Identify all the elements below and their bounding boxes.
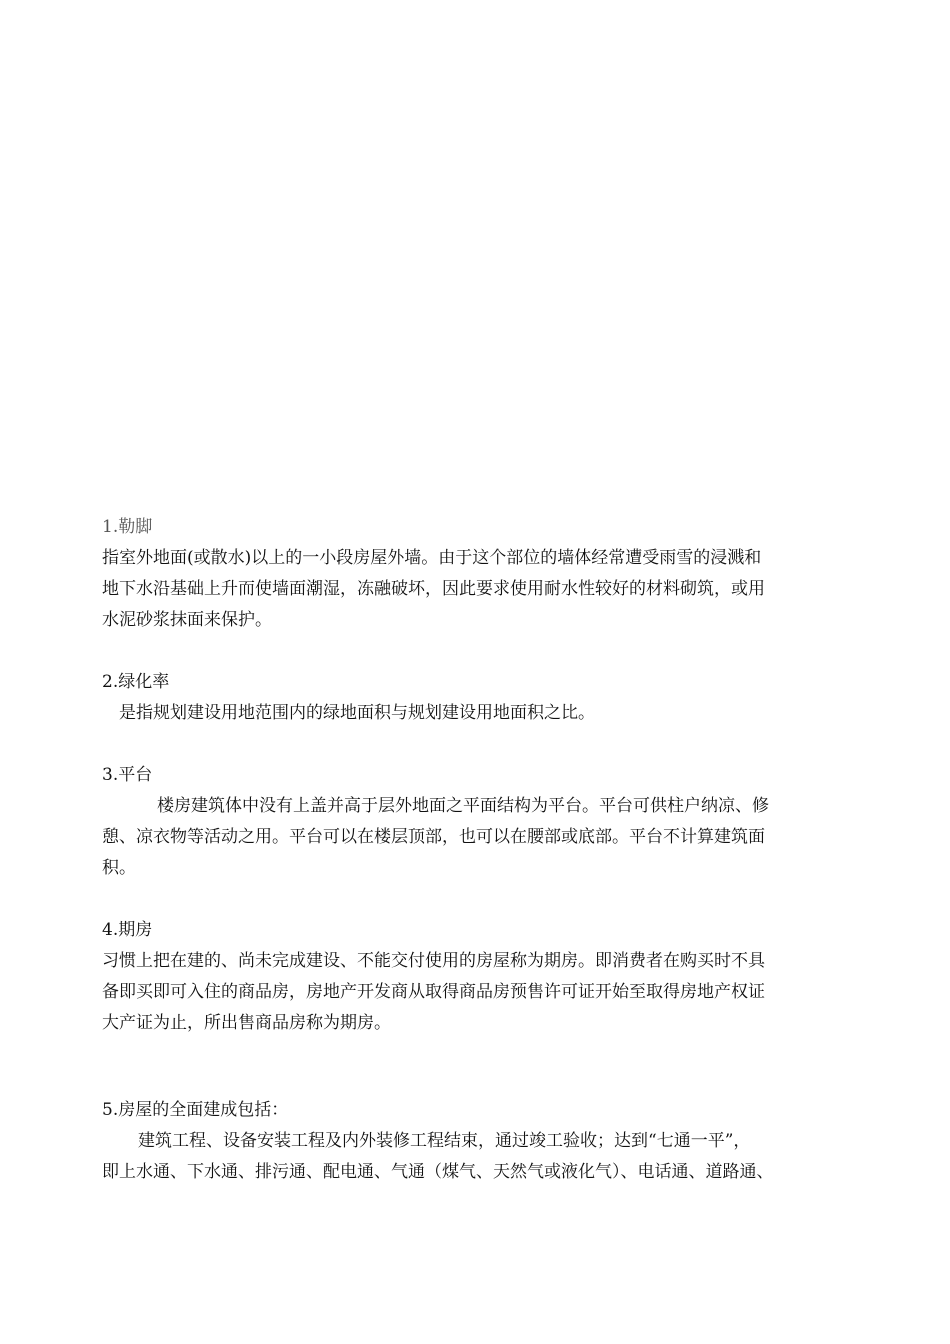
paragraph-gap	[102, 884, 850, 915]
paragraph-gap	[102, 729, 850, 760]
section-text-line: 水泥砂浆抹面来保护。	[102, 610, 272, 630]
section-text-line: 地下水沿基础上升而使墙面潮湿，冻融破坏，因此要求使用耐水性较好的材料砌筑，或用	[102, 579, 765, 599]
section-text-line: 憩、凉衣物等活动之用。平台可以在楼层顶部，也可以在腰部或底部。平台不计算建筑面	[102, 827, 765, 847]
section-text-line: 是指规划建设用地范围内的绿地面积与规划建设用地面积之比。	[119, 703, 595, 723]
section-heading-greening-rate: 2.绿化率	[102, 672, 170, 692]
section-text-line: 即上水通、下水通、排污通、配电通、气通（煤气、天然气或液化气）、电话通、道路通、	[102, 1162, 774, 1182]
section-text-line: 大产证为止，所出售商品房称为期房。	[102, 1013, 391, 1033]
section-heading-forward-housing: 4.期房	[102, 920, 153, 940]
section-text-line: 建筑工程、设备安装工程及内外装修工程结束，通过竣工验收；达到“七通一平”，	[138, 1131, 751, 1151]
section-heading-plinth: 1.勒脚	[102, 517, 153, 537]
paragraph-gap	[102, 1039, 850, 1095]
paragraph-gap	[102, 636, 850, 667]
document-body	[102, 512, 850, 1188]
section-heading-building-completion: 5.房屋的全面建成包括：	[102, 1100, 289, 1120]
section-text-line: 积。	[102, 858, 136, 878]
section-text-line: 习惯上把在建的、尚未完成建设、不能交付使用的房屋称为期房。即消费者在购买时不具	[102, 951, 765, 971]
section-text-line: 指室外地面(或散水)以上的一小段房屋外墙。由于这个部位的墙体经常遭受雨雪的浸溅和	[102, 548, 762, 568]
section-text-line: 备即买即可入住的商品房，房地产开发商从取得商品房预售许可证开始至取得房地产权证	[102, 982, 765, 1002]
section-text-line: 楼房建筑体中没有上盖并高于层外地面之平面结构为平台。平台可供柱户纳凉、修	[157, 796, 769, 816]
section-heading-platform: 3.平台	[102, 765, 153, 785]
